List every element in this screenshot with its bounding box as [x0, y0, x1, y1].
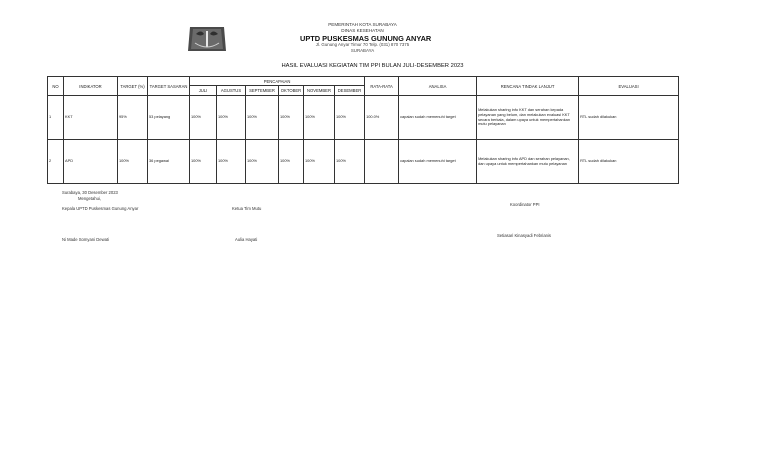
department-name: DINAS KESEHATAN	[341, 28, 384, 33]
head-name: Ni Made Somyani Dewati	[62, 237, 110, 242]
header-analisa: ANALISA	[399, 77, 477, 96]
cell-month: 100%	[217, 140, 246, 184]
cell-evaluasi: RTL sudah dilakukan	[579, 96, 679, 140]
evaluation-table	[47, 76, 679, 184]
cell-indikator: APD	[64, 140, 118, 184]
table-row	[48, 96, 679, 140]
header-rata-rata: RATA-RATA	[365, 77, 399, 96]
cell-analisa: capaian sudah memenuhi target	[399, 140, 477, 184]
cell-month: 100%	[190, 140, 217, 184]
ppi-coordinator-title: Koordinator PPI	[510, 202, 540, 207]
cell-rata-rata: 100.0%	[365, 96, 399, 140]
cell-analisa: capaian sudah memenuhi target	[399, 96, 477, 140]
cell-month: 100%	[304, 96, 335, 140]
city-emblem-logo	[187, 25, 227, 53]
institution-city: SURABAYA	[350, 48, 375, 53]
cell-no: 1	[48, 96, 64, 140]
knowing-label: Mengetahui,	[78, 196, 102, 201]
cell-target: 100%	[118, 140, 148, 184]
ppi-coordinator-name: Setiasari Kinasyadi Febrianis	[497, 233, 551, 238]
cell-indikator: KKT	[64, 96, 118, 140]
cell-month: 100%	[217, 96, 246, 140]
header-month: SEPTEMBER	[246, 86, 279, 96]
head-title: Kepala UPTD Puskesmas Gunung Anyar	[62, 206, 139, 211]
institution-name: UPTD PUSKESMAS GUNUNG ANYAR	[300, 34, 432, 43]
team-lead-name: Aulia Hayati	[235, 237, 258, 242]
cell-no: 2	[48, 140, 64, 184]
header-month: JULI	[190, 86, 217, 96]
header-indikator: INDIKATOR	[64, 77, 118, 96]
cell-target-sasaran: 53 pelayang	[148, 96, 190, 140]
institution-address: Jl. Gunung Anyar Timur 70 Telp. (031) 870 7375	[315, 42, 410, 47]
cell-rata-rata	[365, 140, 399, 184]
place-date: Surabaya, 30 Desember 2023	[62, 190, 118, 195]
cell-rencana: Melakukan sharing info APD dan serahan pelayanan, dan upaya untuk mempertahankan mutu pelayanan	[477, 140, 579, 184]
table-row	[48, 140, 679, 184]
cell-month: 100%	[335, 140, 365, 184]
cell-month: 100%	[279, 96, 304, 140]
header-target-sasaran: TARGET SASARAN	[148, 77, 190, 96]
header-month: NOVEMBER	[304, 86, 335, 96]
cell-month: 100%	[304, 140, 335, 184]
cell-evaluasi: RTL sudah dilakukan	[579, 140, 679, 184]
header-evaluasi: EVALUASI	[579, 77, 679, 96]
cell-month: 100%	[246, 96, 279, 140]
header-no: NO	[48, 77, 64, 96]
government-name: PEMERINTAH KOTA SURABAYA	[328, 22, 397, 27]
report-title: HASIL EVALUASI KEGIATAN TIM PPI BULAN JULI-DESEMBER 2023	[281, 63, 464, 69]
cell-month: 100%	[279, 140, 304, 184]
cell-month: 100%	[246, 140, 279, 184]
cell-rencana: Melakukan sharing info KKT dan serahan kepada pelayanan yang belum, dan melakukan evaluasi KKT secara berkala, dalam upaya untuk mempertahankan mutu pelayanan	[477, 96, 579, 140]
cell-month: 100%	[190, 96, 217, 140]
cell-month: 100%	[335, 96, 365, 140]
header-rencana: RENCANA TINDAK LANJUT	[477, 77, 579, 96]
cell-target: 95%	[118, 96, 148, 140]
header-month: OKTOBER	[279, 86, 304, 96]
cell-target-sasaran: 36 pegawai	[148, 140, 190, 184]
header-month: AGUSTUS	[217, 86, 246, 96]
header-pencapaian: PENCAPAIAN	[190, 77, 365, 86]
header-month: DESEMBER	[335, 86, 365, 96]
header-target: TARGET (%)	[118, 77, 148, 96]
team-lead-title: Ketua Tim Mutu	[232, 206, 262, 211]
